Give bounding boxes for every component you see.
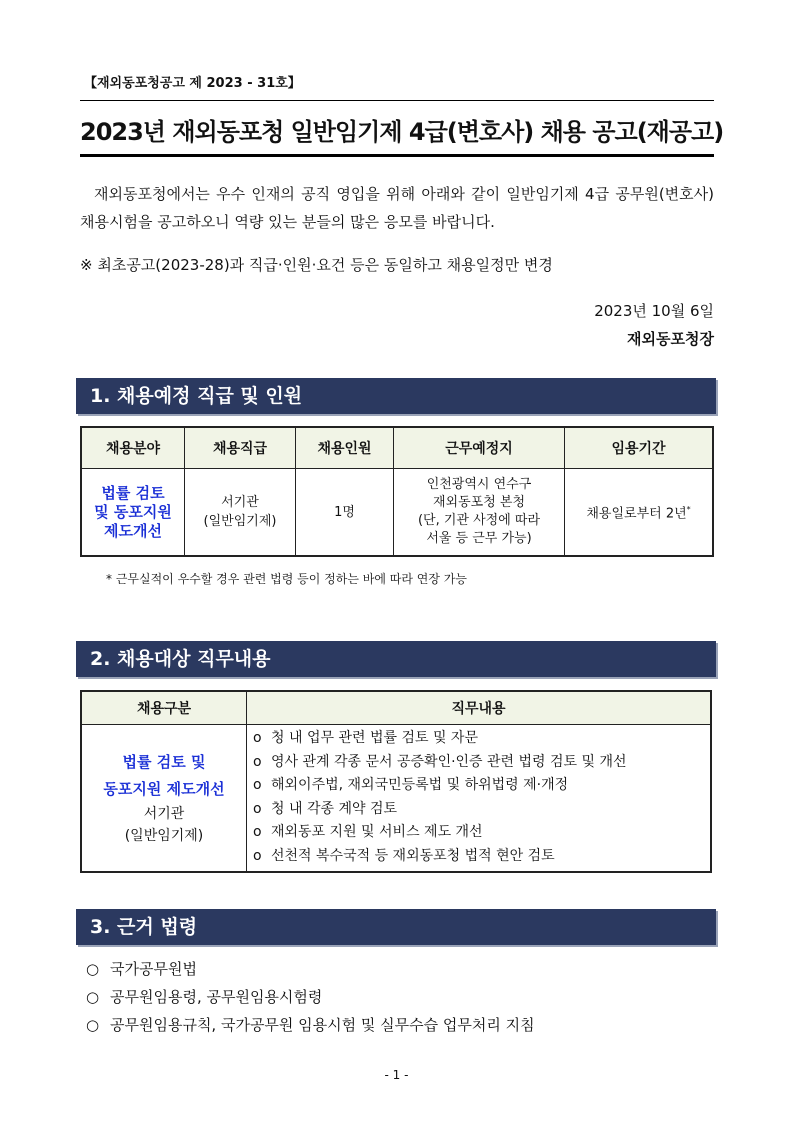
field-line: 법률 검토	[101, 483, 165, 502]
law-text: 공무원임용령, 공무원임용시험령	[110, 988, 323, 1006]
circle-bullet-icon: ○	[86, 988, 100, 1006]
grade-cell	[185, 469, 296, 557]
duty-bullet: o	[253, 847, 262, 864]
circle-bullet-icon: ○	[86, 1016, 100, 1034]
notice-number: 【재외동포청공고 제 2023 - 31호】	[84, 76, 301, 91]
term-cell	[565, 469, 714, 557]
title-top-rule	[80, 100, 714, 101]
circle-bullet-icon: ○	[86, 960, 100, 978]
page-number: - 1 -	[384, 1068, 409, 1082]
duty-item	[253, 751, 704, 775]
term-footnote-mark: *	[686, 505, 691, 515]
field-line: 제도개선	[104, 521, 162, 540]
duty-bullet: o	[253, 777, 262, 794]
duty-text: 해외이주법, 재외국민등록법 및 하위법령 제·개정	[271, 777, 569, 794]
duty-item	[253, 774, 704, 798]
law-item	[86, 986, 322, 1007]
recruitment-table	[80, 426, 714, 557]
col-header-term: 임용기간	[565, 427, 714, 469]
term-text: 채용일로부터 2년	[586, 506, 687, 522]
section-1-header: 1. 채용예정 직급 및 인원	[76, 378, 716, 414]
duty-text: 영사 관계 각종 문서 공증확인·인증 관련 법령 검토 및 개선	[271, 753, 627, 770]
duty-item	[253, 821, 704, 845]
category-line: 동포지원 제도개선	[103, 779, 225, 798]
duty-bullet: o	[253, 824, 262, 841]
duty-item	[253, 845, 704, 869]
col-header-field: 채용분야	[81, 427, 185, 469]
reannouncement-note: ※ 최초공고(2023-28)과 직급·인원·요건 등은 동일하고 채용일정만 변경	[80, 256, 553, 274]
title-bottom-rule	[80, 154, 714, 157]
duties-table	[80, 690, 712, 873]
duty-bullet: o	[253, 753, 262, 770]
law-text: 공무원임용규칙, 국가공무원 임용시험 및 실무수습 업무처리 지침	[110, 1016, 535, 1034]
grade-line: 서기관	[221, 495, 259, 510]
location-line: 서울 등 근무 가능)	[426, 531, 532, 546]
grade-line: 서기관	[143, 805, 185, 822]
issuing-agency: 재외동포청장	[627, 330, 714, 348]
location-line: 인천광역시 연수구	[426, 477, 532, 492]
table-header-row	[81, 691, 711, 725]
duty-text: 재외동포 지원 및 서비스 제도 개선	[271, 824, 483, 841]
duty-text: 청 내 업무 관련 법률 검토 및 자문	[271, 730, 478, 746]
col-header-count: 채용인원	[296, 427, 394, 469]
document-title: 2023년 재외동포청 일반임기제 4급(변호사) 채용 공고(재공고)	[80, 118, 724, 146]
duty-item	[253, 727, 704, 751]
col-header-location: 근무예정지	[394, 427, 565, 469]
duties-cell	[247, 725, 712, 872]
count-cell: 1명	[296, 469, 394, 557]
table-header-row	[81, 427, 713, 469]
category-cell	[81, 725, 247, 872]
table-row	[81, 725, 711, 872]
field-line: 및 동포지원	[94, 502, 172, 521]
duty-bullet: o	[253, 800, 262, 817]
law-item	[86, 1014, 535, 1035]
location-line: (단, 기관 사정에 따라	[417, 513, 541, 528]
location-line: 재외동포청 본청	[432, 495, 526, 510]
field-cell	[81, 469, 185, 557]
duty-bullet: o	[253, 730, 262, 746]
intro-paragraph: 재외동포청에서는 우수 인재의 공직 영입을 위해 아래와 같이 일반임기제 4급 공무원(변호사) 채용시험을 공고하오니 역량 있는 분들의 많은 응모를 바랍니다.	[80, 185, 714, 231]
duty-text: 선천적 복수국적 등 재외동포청 법적 현안 검토	[271, 847, 555, 864]
section-3-header: 3. 근거 법령	[76, 909, 716, 945]
category-line: 법률 검토 및	[122, 752, 206, 771]
announcement-date: 2023년 10월 6일	[594, 302, 714, 320]
law-text: 국가공무원법	[110, 960, 197, 978]
section-2-header: 2. 채용대상 직무내용	[76, 641, 716, 677]
law-item	[86, 958, 197, 979]
table-row	[81, 469, 713, 557]
grade-line: (일반임기제)	[203, 514, 277, 529]
col-header-duties: 직무내용	[247, 691, 712, 725]
duty-item	[253, 798, 704, 822]
location-cell	[394, 469, 565, 557]
duty-text: 청 내 각종 계약 검토	[271, 800, 397, 817]
section-1-footnote: * 근무실적이 우수할 경우 관련 법령 등이 정하는 바에 따라 연장 가능	[106, 572, 467, 586]
col-header-grade: 채용직급	[185, 427, 296, 469]
grade-line: (일반임기제)	[124, 827, 204, 844]
col-header-category: 채용구분	[81, 691, 247, 725]
